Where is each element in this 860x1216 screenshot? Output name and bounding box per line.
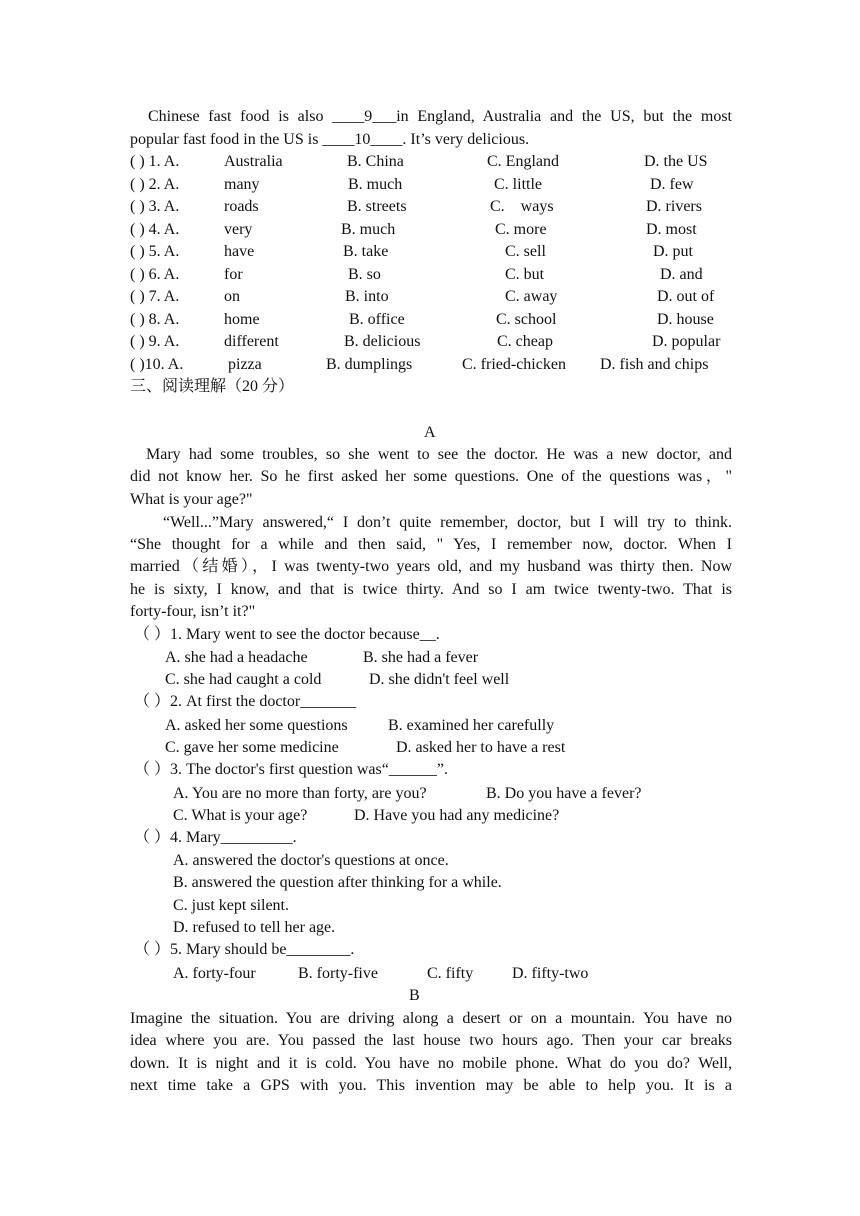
option-c: C. cheap — [497, 333, 553, 350]
option-a: different — [224, 333, 279, 350]
option-a: pizza — [228, 356, 262, 373]
option-a: Australia — [224, 153, 283, 170]
option-d: D. out of — [657, 288, 715, 305]
choice-d: D. refused to tell her age. — [173, 919, 336, 936]
option-c: C. more — [495, 221, 547, 238]
choice-b: B. she had a fever — [363, 649, 479, 666]
question-stem: （ ）1. Mary went to see the doctor because__. — [134, 626, 440, 643]
option-b: B. much — [348, 176, 403, 193]
question-number: ( ) 6. A. — [130, 266, 180, 283]
question-number: ( ) 5. A. — [130, 243, 180, 260]
passage-b-label: B — [409, 987, 420, 1004]
option-b: B. delicious — [344, 333, 421, 350]
question-number: ( ) 4. A. — [130, 221, 180, 238]
question-stem: （ ）2. At first the doctor_______ — [134, 693, 357, 710]
choice-c: C. just kept silent. — [173, 897, 289, 914]
passage-line: next time take a GPS with you. This invention may be able to help you. It is a — [130, 1077, 732, 1094]
passage-line: down. It is night and it is cold. You have no mobile phone. What do you do? Well, — [130, 1055, 732, 1072]
choice-a: A. asked her some questions — [165, 717, 348, 734]
option-d: D. popular — [652, 333, 721, 350]
option-b: B. China — [347, 153, 404, 170]
option-c: C. away — [505, 288, 558, 305]
choice-a: A. You are no more than forty, are you? — [173, 785, 427, 802]
passage-line: Mary had some troubles, so she went to see the doctor. He was a new doctor, and — [146, 446, 732, 463]
choice-c: C. What is your age? — [173, 807, 308, 824]
choice-c: C. gave her some medicine — [165, 739, 339, 756]
question-number: ( ) 8. A. — [130, 311, 180, 328]
option-d: D. fish and chips — [600, 356, 709, 373]
option-c: C. England — [487, 153, 559, 170]
section-title: 三、阅读理解（20 分） — [130, 378, 295, 395]
intro-line-1: Chinese fast food is also ____9___in England, Australia and the US, but the most — [148, 108, 732, 125]
option-c: C. ways — [490, 198, 554, 215]
passage-line: idea where you are. You passed the last house two hours ago. Then your car breaks — [130, 1032, 732, 1049]
option-d: D. house — [657, 311, 714, 328]
option-d: D. few — [650, 176, 694, 193]
choice-b: B. forty-five — [298, 965, 378, 982]
option-a: roads — [224, 198, 259, 215]
option-d: D. rivers — [646, 198, 702, 215]
passage-line: he is sixty, I know, and that is twice thirty. And so I am twice twenty-two. That is — [130, 581, 732, 598]
choice-a: A. she had a headache — [165, 649, 308, 666]
option-b: B. into — [345, 288, 389, 305]
option-a: home — [224, 311, 260, 328]
option-a: have — [224, 243, 255, 260]
question-number: ( ) 9. A. — [130, 333, 180, 350]
passage-line: forty-four, isn’t it?" — [130, 603, 256, 620]
option-a: very — [224, 221, 253, 238]
passage-line: did not know her. So he first asked her some questions. One of the questions was，" — [130, 468, 732, 485]
option-b: B. so — [348, 266, 381, 283]
question-number: ( ) 2. A. — [130, 176, 180, 193]
option-b: B. dumplings — [326, 356, 413, 373]
option-b: B. much — [341, 221, 396, 238]
choice-d: D. fifty-two — [512, 965, 589, 982]
choice-c: C. she had caught a cold — [165, 671, 322, 688]
choice-c: C. fifty — [427, 965, 474, 982]
choice-d: D. she didn't feel well — [369, 671, 510, 688]
option-d: D. most — [646, 221, 697, 238]
passage-line: “Well...”Mary answered,“ I don’t quite remember, doctor, but I will try to think. — [163, 514, 732, 531]
option-a: on — [224, 288, 240, 305]
choice-b: B. answered the question after thinking for a while. — [173, 874, 502, 891]
passage-line: What is your age?" — [130, 491, 253, 508]
option-a: for — [224, 266, 243, 283]
choice-a: A. answered the doctor's questions at once. — [173, 852, 449, 869]
option-c: C. sell — [505, 243, 546, 260]
question-number: ( ) 7. A. — [130, 288, 180, 305]
passage-line: “She thought for a while and then said, " Yes, I remember now, doctor. When I — [130, 536, 732, 553]
choice-a: A. forty-four — [173, 965, 256, 982]
intro-line-2: popular fast food in the US is ____10____. It’s very delicious. — [130, 131, 530, 148]
passage-line: married（结婚），I was twenty-two years old, and my husband was thirty then. Now — [130, 558, 732, 575]
option-d: D. the US — [644, 153, 708, 170]
option-a: many — [224, 176, 260, 193]
question-number: ( ) 3. A. — [130, 198, 180, 215]
passage-line: Imagine the situation. You are driving along a desert or on a mountain. You have no — [130, 1010, 732, 1027]
choice-b: B. Do you have a fever? — [486, 785, 642, 802]
option-b: B. streets — [347, 198, 407, 215]
question-stem: （ ）3. The doctor's first question was“______”. — [134, 761, 448, 778]
option-c: C. fried-chicken — [462, 356, 566, 373]
passage-a-label: A — [424, 424, 436, 441]
question-number: ( )10. A. — [130, 356, 184, 373]
option-d: D. and — [660, 266, 703, 283]
option-c: C. but — [505, 266, 545, 283]
question-stem: （ ）5. Mary should be________. — [134, 941, 355, 958]
option-b: B. take — [343, 243, 389, 260]
question-number: ( ) 1. A. — [130, 153, 180, 170]
choice-d: D. Have you had any medicine? — [354, 807, 560, 824]
option-b: B. office — [349, 311, 405, 328]
option-c: C. little — [494, 176, 542, 193]
question-stem: （ ）4. Mary_________. — [134, 829, 297, 846]
choice-b: B. examined her carefully — [388, 717, 555, 734]
option-d: D. put — [653, 243, 693, 260]
choice-d: D. asked her to have a rest — [396, 739, 566, 756]
option-c: C. school — [496, 311, 557, 328]
